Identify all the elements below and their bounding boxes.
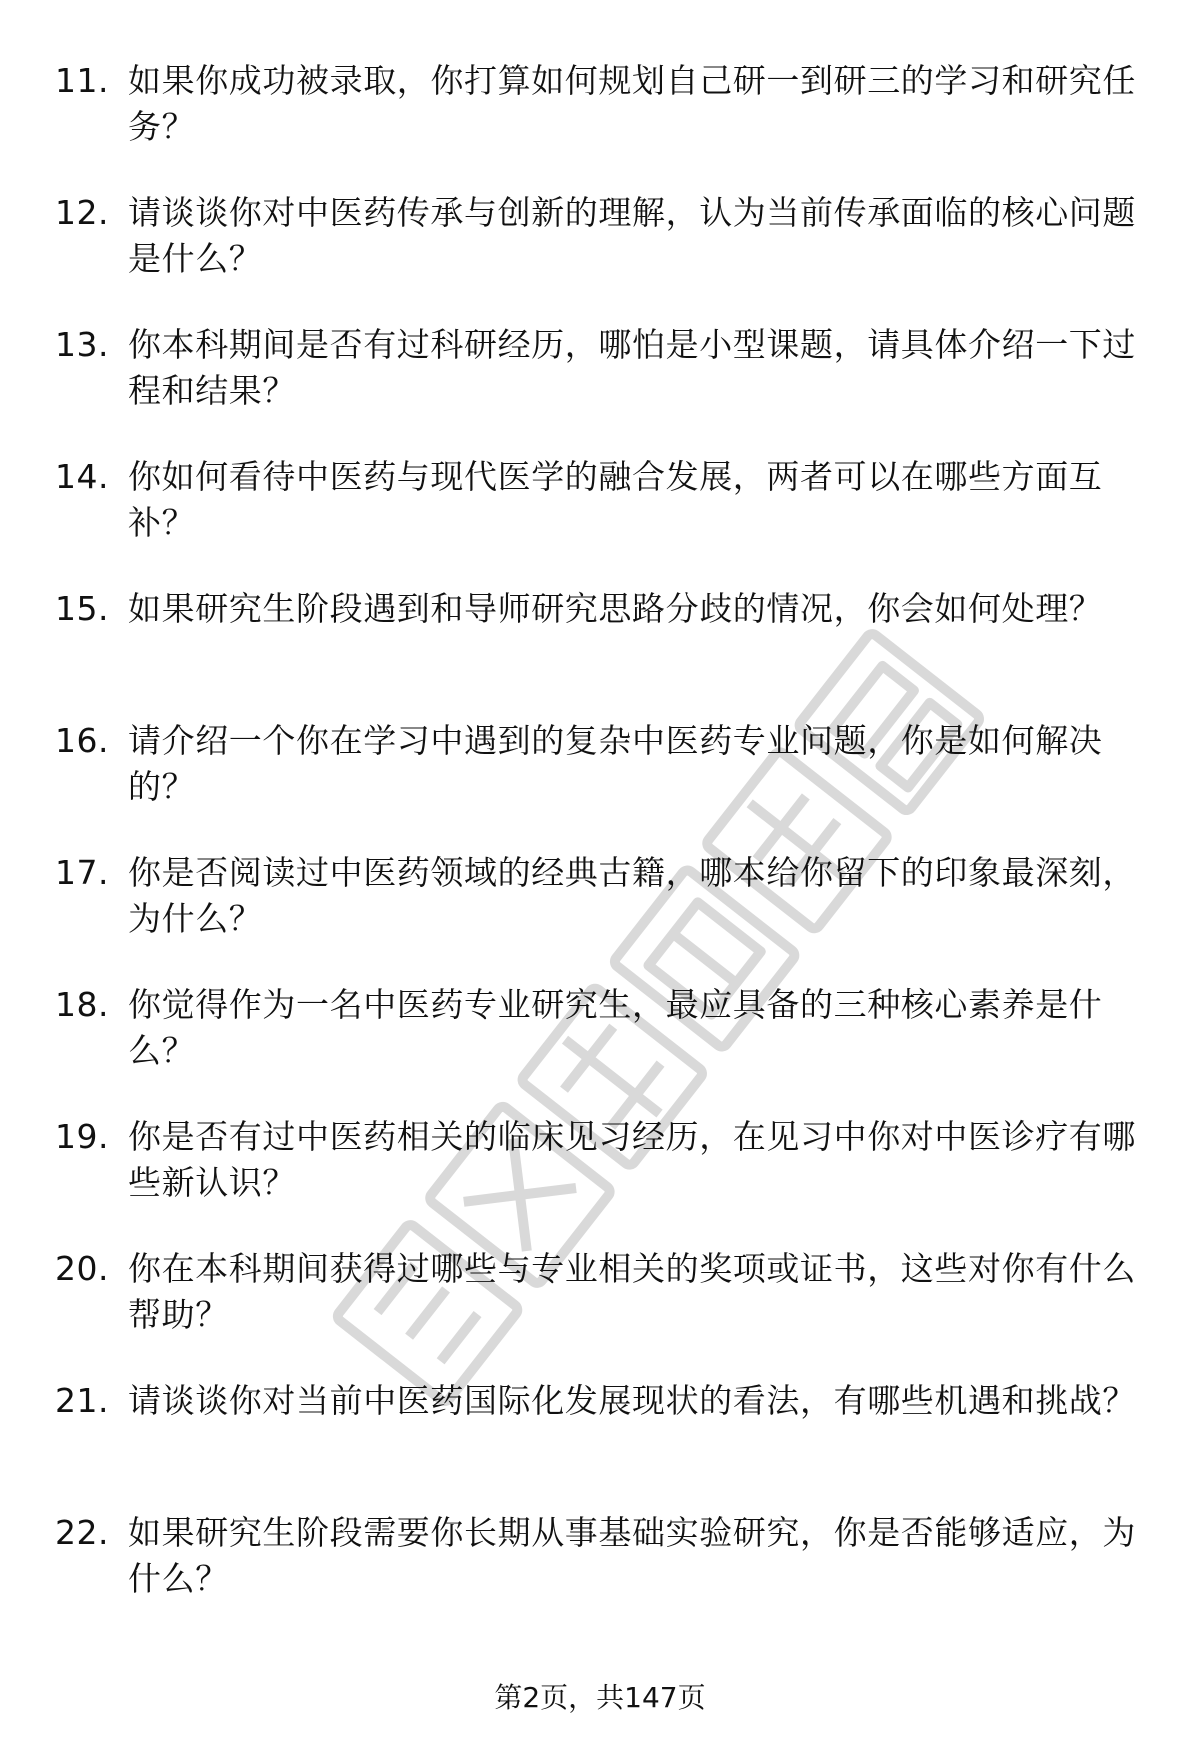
question-item xyxy=(0,850,1200,982)
question-item xyxy=(0,58,1200,190)
question-item xyxy=(0,586,1200,718)
question-item xyxy=(0,718,1200,850)
question-text: 如果你成功被录取，你打算如何规划自己研一到研三的学习和研究任务？ xyxy=(128,61,1136,146)
question-item xyxy=(0,322,1200,454)
question-item xyxy=(0,1246,1200,1378)
question-number: 18. xyxy=(55,985,109,1024)
question-text: 如果研究生阶段需要你长期从事基础实验研究，你是否能够适应，为什么？ xyxy=(128,1513,1136,1598)
question-text: 你在本科期间获得过哪些与专业相关的奖项或证书，这些对你有什么帮助？ xyxy=(128,1249,1136,1334)
question-number: 16. xyxy=(55,721,109,760)
question-text: 如果研究生阶段遇到和导师研究思路分歧的情况，你会如何处理？ xyxy=(128,589,1103,628)
question-number: 13. xyxy=(55,325,109,364)
question-item xyxy=(0,982,1200,1114)
question-text: 你觉得作为一名中医药专业研究生，最应具备的三种核心素养是什么？ xyxy=(128,985,1103,1070)
question-item xyxy=(0,190,1200,322)
page-footer: 第2页，共147页 xyxy=(494,1681,706,1714)
question-text: 你是否阅读过中医药领域的经典古籍，哪本给你留下的印象最深刻，为什么？ xyxy=(128,853,1136,938)
question-text: 请谈谈你对中医药传承与创新的理解，认为当前传承面临的核心问题是什么？ xyxy=(128,193,1136,278)
question-text: 你是否有过中医药相关的临床见习经历，在见习中你对中医诊疗有哪些新认识？ xyxy=(128,1117,1136,1202)
question-number: 15. xyxy=(55,589,109,628)
question-number: 11. xyxy=(55,61,109,100)
question-number: 22. xyxy=(55,1513,109,1552)
question-text: 你如何看待中医药与现代医学的融合发展，两者可以在哪些方面互补？ xyxy=(128,457,1103,542)
question-text: 请介绍一个你在学习中遇到的复杂中医药专业问题，你是如何解决的？ xyxy=(128,721,1103,806)
question-number: 12. xyxy=(55,193,109,232)
question-number: 21. xyxy=(55,1381,109,1420)
question-item xyxy=(0,1510,1200,1642)
question-item xyxy=(0,1114,1200,1246)
question-item xyxy=(0,454,1200,586)
question-number: 17. xyxy=(55,853,109,892)
question-number: 20. xyxy=(55,1249,109,1288)
question-text: 请谈谈你对当前中医药国际化发展现状的看法，有哪些机遇和挑战？ xyxy=(128,1381,1136,1420)
question-text: 你本科期间是否有过科研经历，哪怕是小型课题，请具体介绍一下过程和结果？ xyxy=(128,325,1136,410)
question-item xyxy=(0,1378,1200,1510)
question-list xyxy=(0,58,1200,1642)
question-number: 14. xyxy=(55,457,109,496)
question-number: 19. xyxy=(55,1117,109,1156)
